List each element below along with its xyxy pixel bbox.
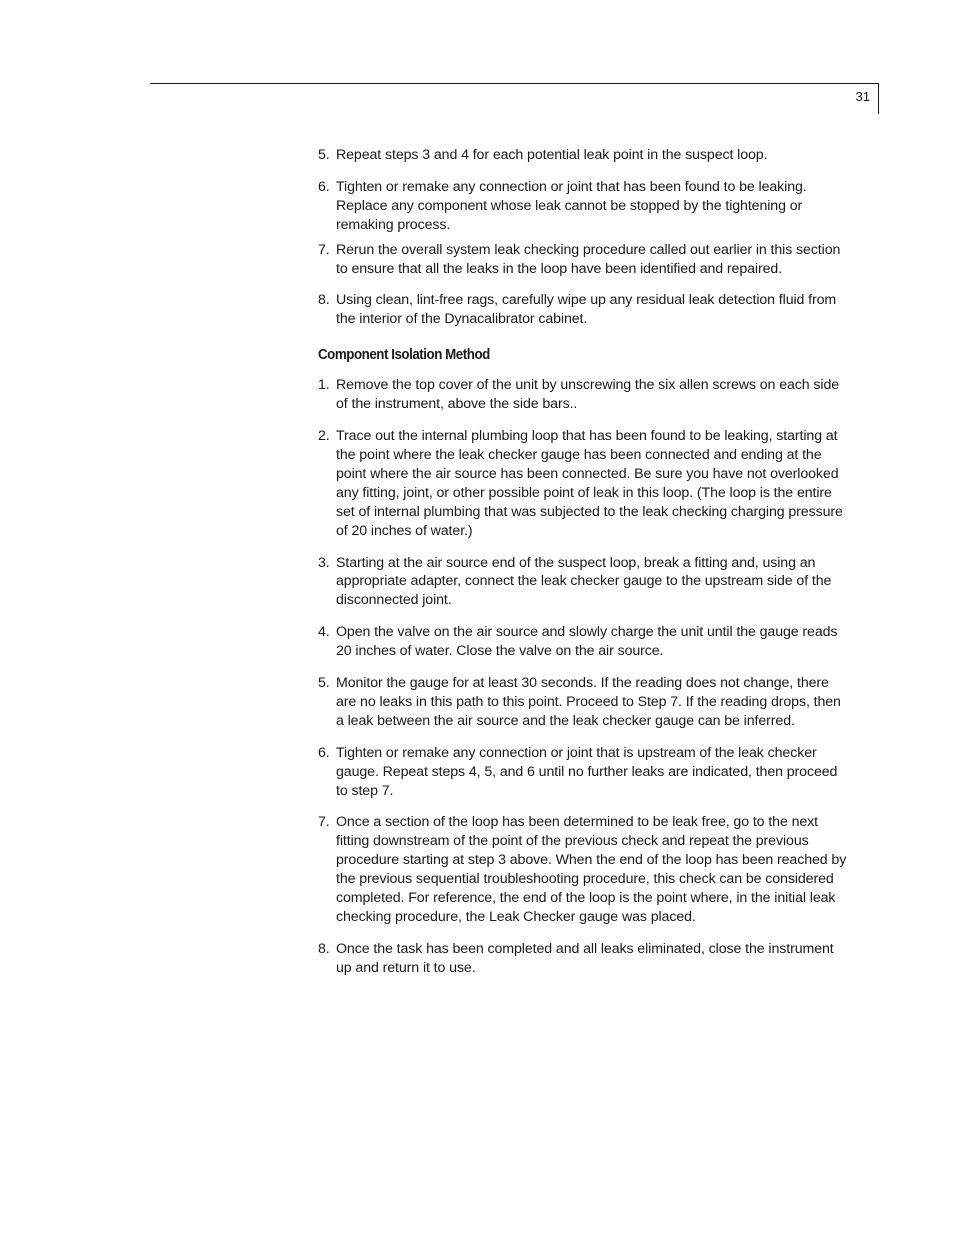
item-number: 7. [318, 814, 330, 831]
list-item [318, 674, 850, 731]
item-text: Using clean, lint-free rags, carefully wipe up any residual leak detection fluid from the interior of the Dynacalibrator cabinet. [336, 292, 837, 328]
continued-steps-list [318, 146, 850, 329]
item-number: 3. [318, 554, 330, 571]
list-item [318, 291, 850, 329]
item-text: Tighten or remake any connection or joint that has been found to be leaking. Replace any component whose leak cannot be stopped by the tightening or remaking process. [336, 178, 807, 233]
list-item [318, 146, 850, 165]
list-item [318, 813, 850, 926]
item-number: 4. [318, 624, 330, 641]
item-number: 1. [318, 377, 330, 394]
list-item [318, 427, 850, 540]
list-item [318, 554, 850, 611]
item-text: Trace out the internal plumbing loop that has been found to be leaking, starting at the point where the leak checker gauge has been connected and ending at the point where the air source has been connected. Be sure you have not overlooked any fitting, joint, or other possible point of leak in this loop. (The loop is the entire set of internal plumbing that was subjected to the leak checking charging pressure of 20 inches of water.) [336, 428, 843, 539]
isolation-steps-list [318, 376, 850, 977]
item-text: Once a section of the loop has been determined to be leak free, go to the next fitting downstream of the point of the previous check and repeat the previous procedure starting at step 3 above. When the end of the loop has been reached by the previous sequential troubleshooting procedure, this check can be considered completed. For reference, the end of the loop is the point where, in the initial leak checking procedure, the Leak Checker gauge was placed. [336, 814, 847, 925]
header-rule [150, 83, 879, 84]
list-item [318, 376, 850, 414]
page-number: 31 [855, 89, 870, 104]
item-text: Repeat steps 3 and 4 for each potential leak point in the suspect loop. [336, 147, 768, 163]
item-text: Tighten or remake any connection or joint that is upstream of the leak checker gauge. Repeat steps 4, 5, and 6 until no further leaks are indicated, then proceed to step 7. [336, 744, 838, 799]
page-content [318, 146, 850, 991]
item-text: Remove the top cover of the unit by unscrewing the six allen screws on each side of the instrument, above the side bars.. [336, 377, 840, 413]
item-number: 8. [318, 940, 330, 957]
item-number: 6. [318, 178, 330, 195]
list-item [318, 940, 850, 978]
list-item [318, 623, 850, 661]
item-text: Monitor the gauge for at least 30 seconds. If the reading does not change, there are no leaks in this path to this point. Proceed to Step 7. If the reading drops, then a leak between the air source and the leak checker gauge can be inferred. [336, 675, 841, 729]
item-number: 6. [318, 744, 330, 761]
item-number: 5. [318, 675, 330, 692]
list-item [318, 241, 850, 279]
item-text: Rerun the overall system leak checking procedure called out earlier in this section to ensure that all the leaks in the loop have been identified and repaired. [336, 241, 841, 277]
item-text: Once the task has been completed and all leaks eliminated, close the instrument up and return it to use. [336, 940, 834, 976]
item-number: 7. [318, 241, 330, 258]
item-text: Open the valve on the air source and slowly charge the unit until the gauge reads 20 inches of water. Close the valve on the air source. [336, 624, 838, 660]
section-heading: Component Isolation Method [318, 347, 490, 364]
item-number: 2. [318, 428, 330, 445]
header-vertical-rule [878, 83, 879, 114]
list-item [318, 744, 850, 801]
item-text: Starting at the air source end of the suspect loop, break a fitting and, using an appropriate adapter, connect the leak checker gauge to the upstream side of the disconnected joint. [336, 554, 832, 609]
item-number: 8. [318, 292, 330, 309]
list-item [318, 178, 850, 235]
item-number: 5. [318, 147, 330, 163]
